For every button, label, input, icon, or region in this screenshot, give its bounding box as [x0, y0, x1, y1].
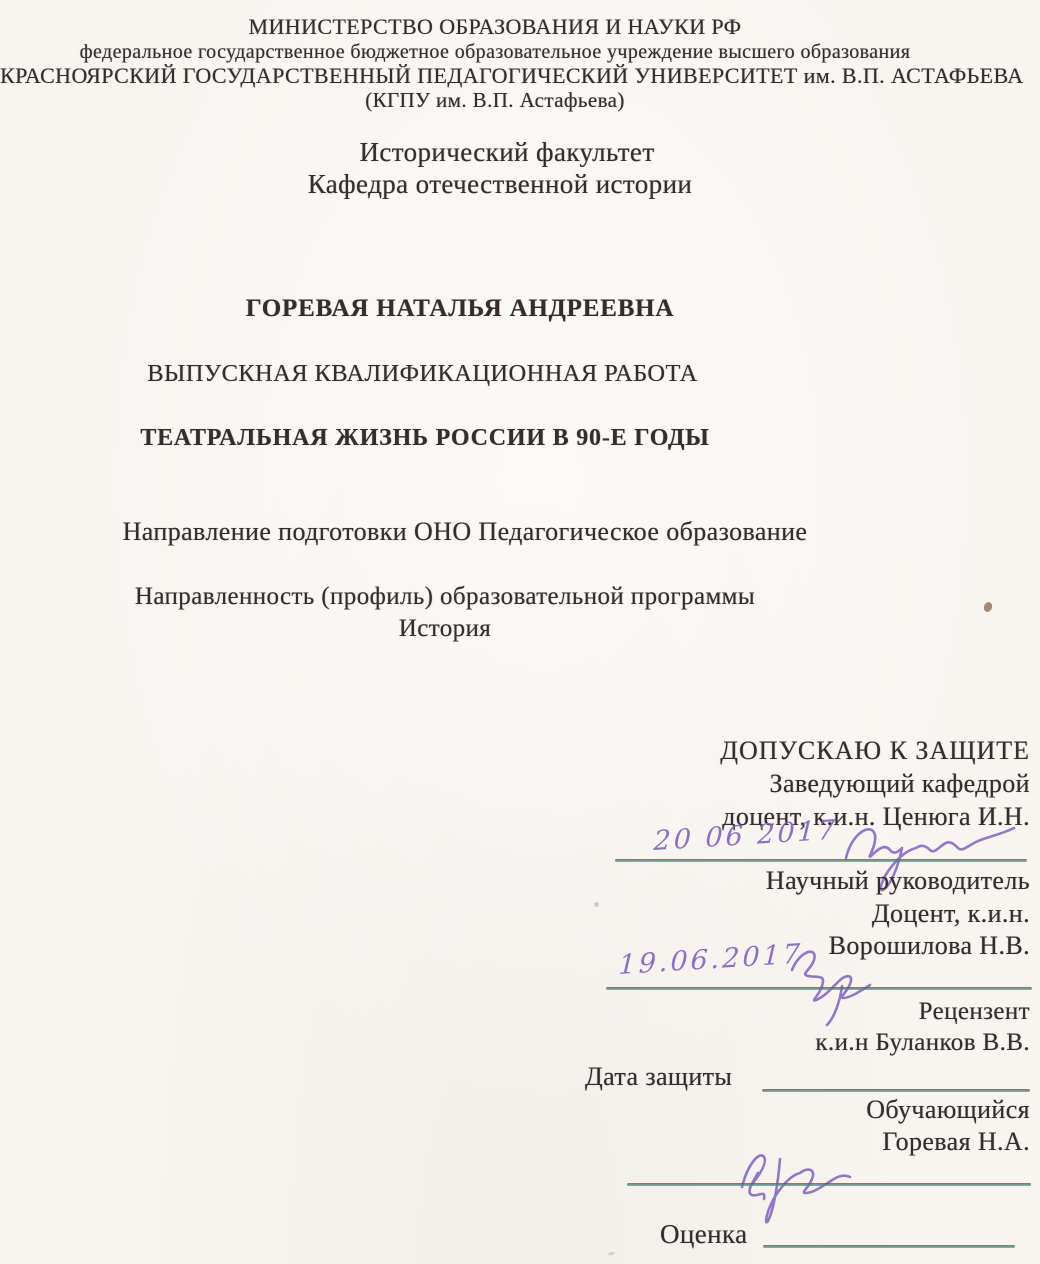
student-signature — [728, 1143, 880, 1229]
admit-to-defense-label: ДОПУСКАЮ К ЗАЩИТЕ — [720, 736, 1030, 765]
scan-speck — [594, 902, 599, 907]
reviewer-name: к.и.н Буланков В.В. — [815, 1029, 1030, 1056]
thesis-title: ТЕАТРАЛЬНАЯ ЖИЗНЬ РОССИИ В 90-Е ГОДЫ — [140, 425, 710, 451]
supervisor-signature-date-handwritten: 19.06.2017 — [618, 938, 804, 981]
study-direction: Направление подготовки ОНО Педагогическое образование — [122, 517, 808, 546]
head-signature-date-handwritten: 20 06 2017 — [653, 814, 839, 857]
university-line: КРАСНОЯРСКИЙ ГОСУДАРСТВЕННЫЙ ПЕДАГОГИЧЕСКИЙ УНИВЕРСИТЕТ им. В.П. АСТАФЬЕВА — [0, 63, 1024, 88]
scan-speck — [983, 601, 994, 613]
supervisor-signature-line — [606, 987, 1032, 990]
department-head-role: Заведующий кафедрой — [769, 769, 1030, 798]
work-type: ВЫПУСКНАЯ КВАЛИФИКАЦИОННАЯ РАБОТА — [147, 360, 698, 387]
department-name: Кафедра отечественной истории — [307, 169, 693, 199]
author-name: ГОРЕВАЯ НАТАЛЬЯ АНДРЕЕВНА — [245, 295, 675, 322]
ministry-line: МИНИСТЕРСТВО ОБРАЗОВАНИЯ И НАУКИ РФ — [248, 14, 742, 39]
institution-line: федеральное государственное бюджетное образовательное учреждение высшего образования — [79, 41, 911, 63]
grade-label: Оценка — [660, 1219, 748, 1249]
grade-line — [763, 1245, 1015, 1248]
student-label: Обучающийся — [866, 1095, 1030, 1124]
head-signature-line — [615, 859, 1027, 862]
department-head-name: доцент, к.и.н. Ценюга И.Н. — [722, 802, 1030, 831]
program-profile: Направленность (профиль) образовательной программы — [134, 583, 756, 610]
supervisor-name: Ворошилова Н.В. — [828, 931, 1030, 960]
student-signature-line — [627, 1183, 1031, 1186]
supervisor-label: Научный руководитель — [765, 866, 1030, 895]
faculty-name: Исторический факультет — [359, 137, 655, 167]
reviewer-label: Рецензент — [918, 998, 1030, 1025]
defense-date-label: Дата защиты — [585, 1062, 733, 1091]
supervisor-signature — [780, 942, 902, 1028]
program-profile-value: История — [398, 615, 492, 642]
scan-speck — [608, 1251, 616, 1256]
defense-date-line — [762, 1089, 1030, 1092]
supervisor-role: Доцент, к.и.н. — [871, 899, 1030, 928]
university-abbr-line: (КГПУ им. В.П. Астафьева) — [365, 88, 625, 112]
student-name: Горевая Н.А. — [882, 1127, 1030, 1156]
